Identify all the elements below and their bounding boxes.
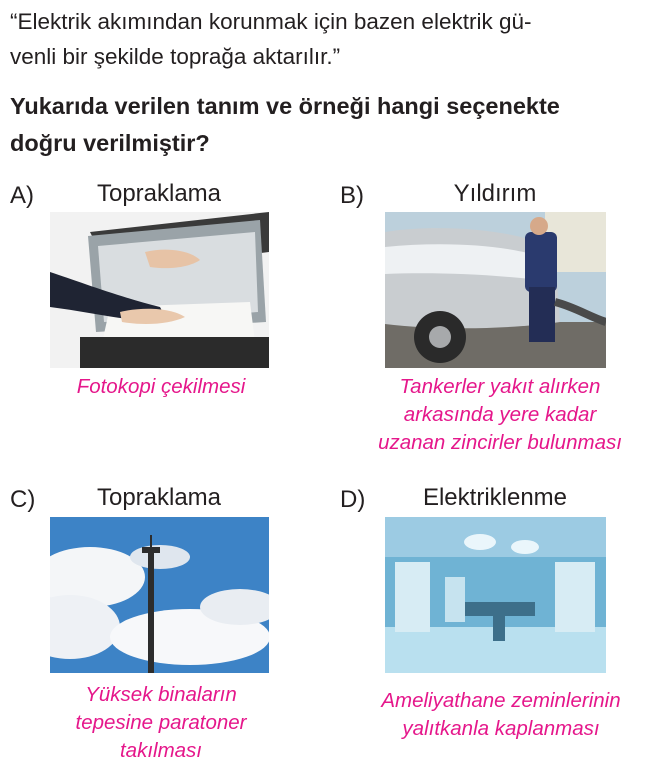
- option-a-caption: Fotokopi çekilmesi: [76, 375, 246, 398]
- option-d-caption: Ameliyathane zeminlerinin yalıtkanla kaplanması: [381, 689, 621, 740]
- question-line-2: doğru verilmiştir?: [10, 130, 210, 156]
- option-b-letter: B): [340, 182, 364, 209]
- option-b-title: Yıldırım: [453, 180, 537, 207]
- photocopy-scanner-photo: [50, 212, 269, 368]
- option-d-title: Elektriklenme: [422, 484, 568, 511]
- quote-line-2: venli bir şekilde toprağa aktarılır.”: [10, 44, 341, 69]
- definition-quote: [10, 4, 638, 74]
- quote-line-1: “Elektrik akımından korunmak için bazen elektrik gü-: [10, 9, 532, 34]
- option-c-caption: Yüksek binaların tepesine paratoner takılması: [75, 683, 247, 762]
- option-c-title: Topraklama: [96, 484, 222, 511]
- operating-room-photo: [385, 517, 606, 673]
- option-d-letter: D): [340, 486, 366, 513]
- lightning-rod-sky-photo: [50, 517, 269, 673]
- question-text: [10, 88, 640, 162]
- option-a-letter: A): [10, 182, 34, 209]
- option-b-caption: Tankerler yakıt alırken arkasında yere kadar uzanan zincirler bulunması: [378, 375, 622, 454]
- option-a-title: Topraklama: [96, 180, 222, 207]
- question-line-1: Yukarıda verilen tanım ve örneği hangi seçenekte: [10, 93, 560, 119]
- option-c-letter: C): [10, 486, 36, 513]
- fuel-tanker-worker-photo: [385, 212, 606, 368]
